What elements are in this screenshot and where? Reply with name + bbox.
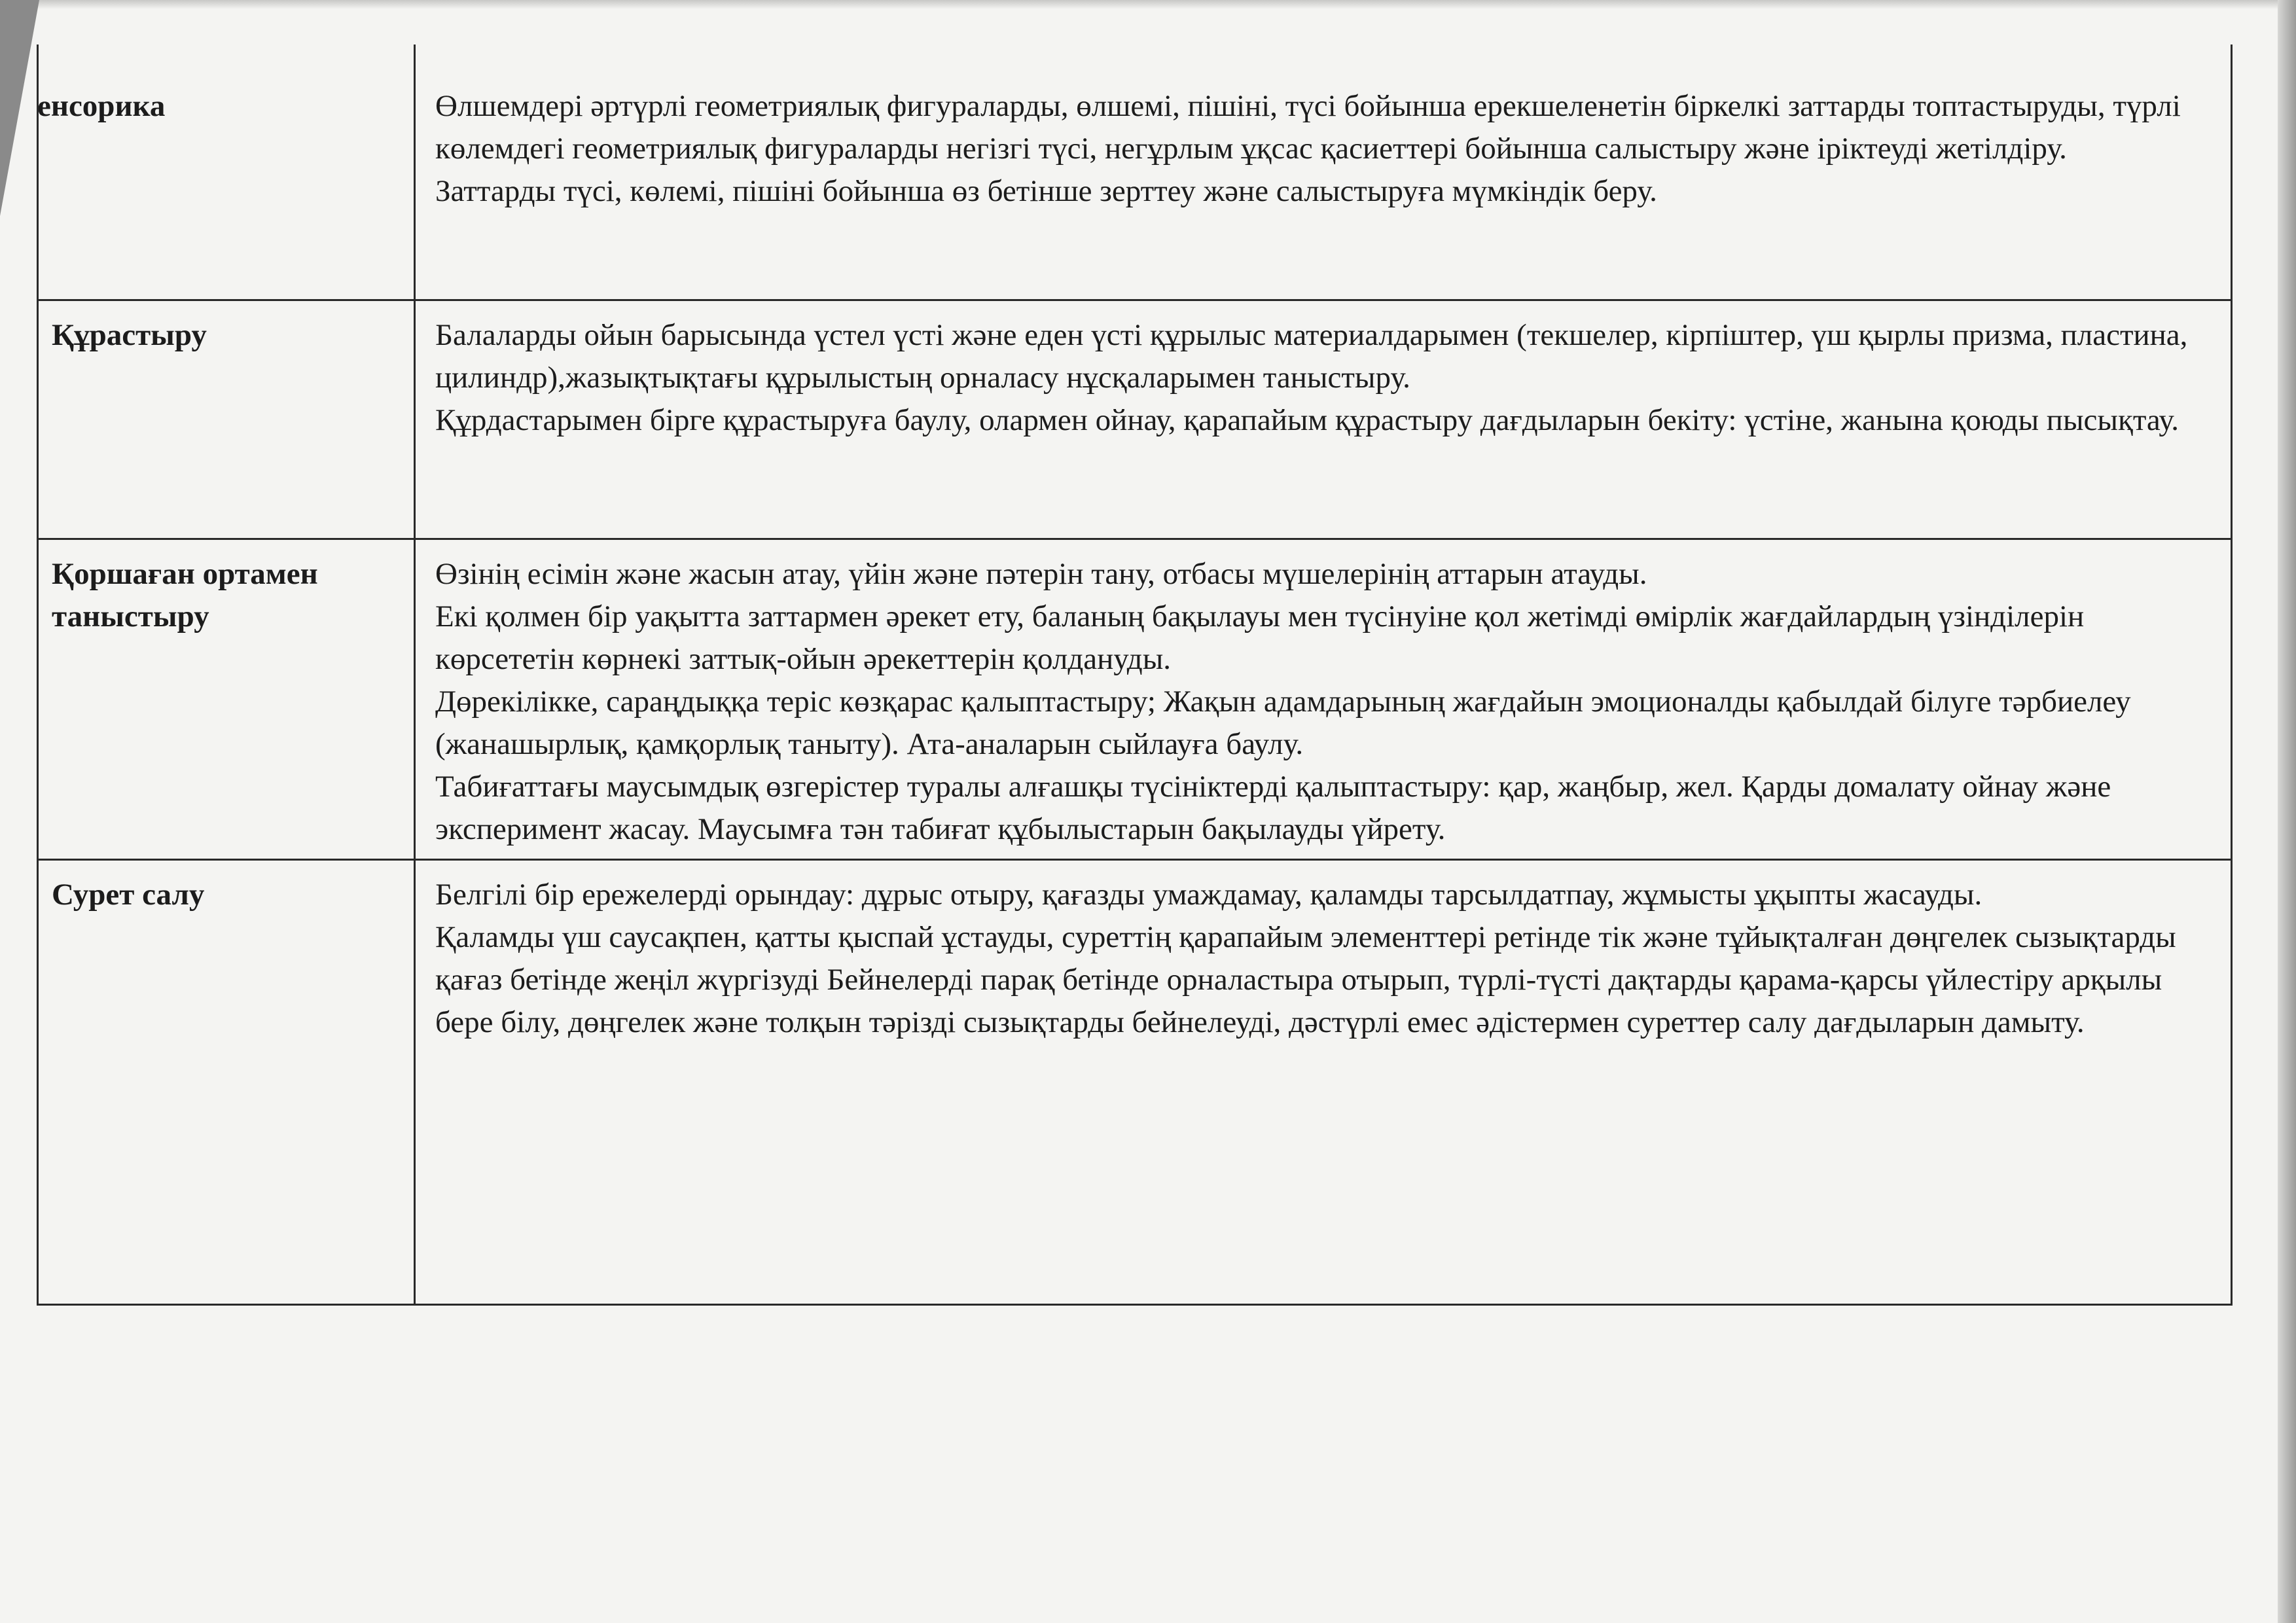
curriculum-table	[37, 45, 2233, 1306]
scan-corner-shadow	[0, 0, 39, 216]
content-cell	[415, 539, 2232, 859]
table-row-sensorika	[38, 45, 2232, 300]
content-paragraph: Заттарды түсі, көлемі, пішіні бойынша өз бетінше зерттеу және салыстыруға мүмкіндік беру.	[435, 174, 1657, 208]
table-row-qurastyru	[38, 300, 2232, 539]
content-paragraph: Табиғаттағы маусымдық өзгерістер туралы алғашқы түсініктерді қалыптастыру: қар, жаңбыр, жел. Қарды домалату ойнау және эксперимент жасау. Маусымға тән табиғат құбылыстарын бақылауды үйрету.	[435, 769, 2111, 846]
subject-cell: енсорика	[38, 45, 415, 300]
content-paragraph: Қаламды үш саусақпен, қатты қыспай ұстауды, суреттің қарапайым элементтері ретінде тік және тұйықталған дөңгелек сызықтарды қағаз бетінде жеңіл жүргізуді Бейнелерді парақ бетінде орналастыра отырып, түрлі-түсті дақтарды қарама-қарсы үйлестіру арқылы бере білу, дөңгелек және толқын тәрізді сызықтарды бейнелеуді, дәстүрлі емес әдістермен суреттер салу дағдыларын дамыту.	[435, 919, 2176, 1039]
content-paragraph: Балаларды ойын барысында үстел үсті және еден үсті құрылыс материалдарымен (текшелер, кірпіштер, үш қырлы призма, пластина, цилиндр),жазықтықтағы құрылыстың орналасу нұсқаларымен таныстыру.	[435, 317, 2188, 395]
content-cell	[415, 45, 2232, 300]
content-paragraph: Өлшемдері әртүрлі геометриялық фигураларды, өлшемі, пішіні, түсі бойынша ерекшеленетін біркелкі заттарды топтастыруды, түрлі көлемдегі геометриялық фигураларды негізгі түсі, негұрлым ұқсас қасиеттері бойынша салыстыру және іріктеуді жетілдіру.	[435, 89, 2181, 166]
subject-cell: Сурет салу	[38, 859, 415, 1304]
scan-right-edge	[2278, 0, 2296, 1623]
table-row-qorshagan-orta	[38, 539, 2232, 859]
content-paragraph: Құрдастарымен бірге құрастыруға баулу, олармен ойнау, қарапайым құрастыру дағдыларын бекіту: үстіне, жанына қоюды пысықтау.	[435, 402, 2179, 437]
content-paragraph: Дөрекілікке, сараңдыққа теріс көзқарас қалыптастыру; Жақын адамдарының жағдайын эмоционалды қабылдай білуге тәрбиелеу (жанашырлық, қамқорлық таныту). Ата-аналарын сыйлауға баулу.	[435, 684, 2131, 761]
subject-cell: Құрастыру	[38, 300, 415, 539]
content-paragraph: Өзінің есімін және жасын атау, үйін және пәтерін тану, отбасы мүшелерінің аттарын атауды.	[435, 556, 1647, 591]
scan-top-edge	[0, 0, 2296, 9]
content-cell	[415, 300, 2232, 539]
content-paragraph: Белгілі бір ережелерді орындау: дұрыс отыру, қағазды умаждамау, қаламды тарсылдатпау, жұмысты ұқыпты жасауды.	[435, 877, 1982, 912]
subject-cell: Қоршаған ортамен таныстыру	[38, 539, 415, 859]
table-row-suret-salu	[38, 859, 2232, 1304]
content-paragraph: Екі қолмен бір уақытта заттармен әрекет ету, баланың бақылауы мен түсінуіне қол жетімді өмірлік жағдайлардың үзінділерін көрсететін көрнекі заттық-ойын әрекеттерін қолдануды.	[435, 599, 2085, 676]
content-cell	[415, 859, 2232, 1304]
